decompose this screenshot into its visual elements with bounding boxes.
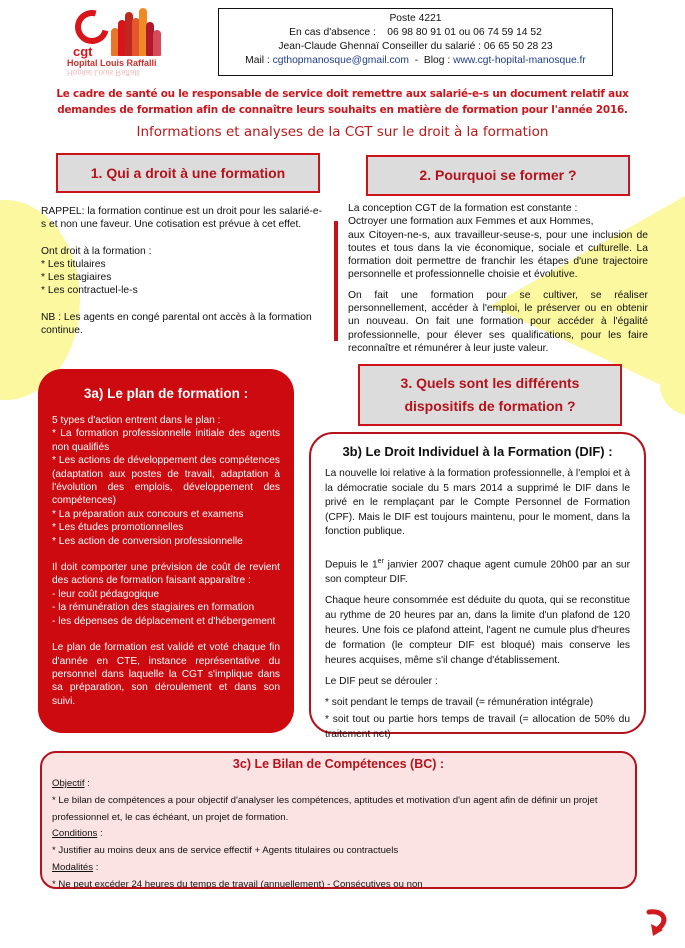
box3b-body xyxy=(325,467,630,742)
modalites-text: * Ne peut excéder 24 heures du temps de travail (annuellement) - Consécutives ou non xyxy=(52,878,423,890)
contact-web xyxy=(219,54,612,68)
box3a-body xyxy=(52,414,280,708)
column-divider xyxy=(334,221,338,341)
box3a-types xyxy=(52,414,280,548)
box3b-p2 xyxy=(325,554,630,587)
contact-separator: - xyxy=(408,55,424,66)
section2-title: 2. Pourquoi se former ? xyxy=(366,155,630,196)
box3b-p4: Le DIF peut se dérouler : xyxy=(325,675,438,687)
mail-link[interactable]: cgthopmanosque@gmail.com xyxy=(272,55,409,66)
box3a-cost-lead: Il doit comporter une prévision de coût de revient des actions de formation faisant apparaître : xyxy=(52,562,280,587)
list-item: * La formation professionnelle initiale des agents non qualifiés xyxy=(52,428,280,453)
conditions-heading xyxy=(52,826,625,843)
conditions-text: * Justifier au moins deux ans de service effectif + Agents titulaires ou contractuels xyxy=(52,845,399,857)
section2-paragraph-1 xyxy=(348,202,648,282)
box3b-p2-post: janvier 2007 chaque agent cumule 20h00 par an sur son compteur DIF. xyxy=(325,558,630,585)
section3-title-line2: dispositifs de formation ? xyxy=(404,398,576,414)
modalites-label: Modalités xyxy=(52,861,94,873)
blog-link[interactable]: www.cgt-hopital-manosque.fr xyxy=(453,55,586,66)
plan-de-formation-box xyxy=(38,369,294,733)
section3-title xyxy=(358,364,622,426)
blog-label: Blog : xyxy=(423,55,454,66)
list-item: - la rémunération des stagiaires en formation xyxy=(52,602,255,614)
section2-paragraph-2: On fait une formation pour se cultiver, se réaliser personnellement, accéder à l'emploi, le préserver ou en obtenir un nouveau. On fait une formation pour accéder à l'égalité professionnelle, pour élever ses qualifications, pour les faire reconnaître et rémunérer à leur juste valeur. xyxy=(348,289,648,354)
list-item: * La préparation aux concours et examens xyxy=(52,508,244,520)
contact-poste: Poste 4221 xyxy=(389,13,442,24)
list-item: * Les stagiaires xyxy=(41,272,112,284)
people-crowd-icon xyxy=(111,8,163,56)
dif-box xyxy=(309,432,646,740)
list-item: - leur coût pédagogique xyxy=(52,588,160,600)
box3a-costs xyxy=(52,561,280,628)
section3-title-line1: 3. Quels sont les différents xyxy=(400,375,580,391)
intro-notice: Le cadre de santé ou le responsable de service doit remettre aux salarié-e-s un document relatif aux demandes de formation afin de connaître leurs souhaits en matière de formation pour l'année 2016. xyxy=(56,88,629,116)
section1-nb: NB : Les agents en congé parental ont accès à la formation continue. xyxy=(41,311,312,337)
section1-list xyxy=(41,245,323,298)
box3b-p2-pre: Depuis le 1 xyxy=(325,558,378,570)
section1-body xyxy=(41,205,323,350)
list-item: * Les action de conversion professionnelle xyxy=(52,535,243,547)
logo-cgt-text: cgt xyxy=(73,44,93,59)
list-item: * Les contractuel-le-s xyxy=(41,285,138,297)
contact-conseiller: Jean-Claude Ghennaï Conseiller du salarié : 06 65 50 28 23 xyxy=(278,41,553,52)
section1-rappel: RAPPEL: la formation continue est un droit pour les salarié-e-s et non une faveur. Une cotisation est prévue à cet effet. xyxy=(41,206,323,231)
list-item: - les dépenses de déplacement et d'hébergement xyxy=(52,615,276,627)
contact-box xyxy=(218,8,613,76)
contact-absence: En cas d'absence : 06 98 80 91 01 ou 06 74 59 14 52 xyxy=(289,27,542,38)
label-suffix: : xyxy=(93,861,99,873)
box3c-title: 3c) Le Bilan de Compétences (BC) : xyxy=(232,757,445,771)
conditions-label: Conditions xyxy=(52,828,98,840)
curved-arrow-icon xyxy=(645,908,671,938)
box3b-p3: Chaque heure consommée est déduite du quota, qui se reconstitue au rythme de 20 heures par an, dans la limite d'un plafond de 120 heures. Une fois ce plafond atteint, l'agent ne cumule plus d'heures de formation (le compteur DIF est bloqué) mais conserve les heures acquises, même s'il change d'établissement. xyxy=(325,594,630,666)
objectif-text: * Le bilan de compétences a pour objectif d'analyser les compétences, aptitudes et motivation d'un agent afin de définir un projet professionnel et, le cas échéant, un projet de formation. xyxy=(52,794,598,823)
list-item: * Les études promotionnelles xyxy=(52,522,184,534)
modalites-heading xyxy=(52,860,625,877)
list-item: * Les titulaires xyxy=(41,258,106,270)
label-suffix: : xyxy=(97,828,103,840)
cgt-logo xyxy=(65,6,175,76)
list-item: * soit pendant le temps de travail (= rémunération intégrale) xyxy=(325,696,594,708)
section1-title: 1. Qui a droit à une formation xyxy=(56,153,320,193)
box3a-lead: 5 types d'action entrent dans le plan : xyxy=(52,415,221,426)
section2-lead: La conception CGT de la formation est constante : xyxy=(348,203,578,214)
section2-body xyxy=(348,202,648,362)
box3a-closing: Le plan de formation est validé et voté chaque fin d'année en CTE, instance représentative du personnel dans laquelle la CGT s'implique dans sa préparation, son déroulement et dans son suivi. xyxy=(52,642,280,707)
mail-label: Mail : xyxy=(245,55,273,66)
logo-hospital-name-reflection: Hopital Louis Raffalli xyxy=(67,68,140,77)
bilan-competences-box xyxy=(40,751,637,889)
list-item: * soit tout ou partie hors temps de travail (= allocation de 50% du traitement net) xyxy=(325,713,630,740)
section2-p1: aux Citoyen-ne-s, aux travailleur-seuse-s, pour une inclusion de toutes et tous dans la vie économique, sociale et culturelle. La formation doit permettre de franchir les étapes d'une trajectoire personnelle et professionnelle choisie et évolutive. xyxy=(348,229,648,281)
box3b-title: 3b) Le Droit Individuel à la Formation (DIF) : xyxy=(342,444,613,459)
objectif-label: Objectif xyxy=(52,778,85,789)
box3b-p1: La nouvelle loi relative à la formation professionnelle, à l'emploi et à la démocratie sociale du 5 mars 2014 a supprimé le DIF dans le privé en le remplaçant par le Compte Personnel de Formation (CPF). Mais le DIF est toujours maintenu, pour le moment, dans la fonction publique. xyxy=(325,468,630,537)
section2-line: Octroyer une formation aux Femmes et aux Hommes, xyxy=(348,216,594,228)
box3c-body xyxy=(52,776,625,894)
label-suffix: : xyxy=(84,778,90,789)
box3a-title: 3a) Le plan de formation : xyxy=(83,386,249,401)
box3b-p2-sup: er xyxy=(377,557,384,565)
logo-hospital-name: Hopital Louis Raffalli xyxy=(67,58,157,68)
list-item: * Les actions de développement des compétences (adaptation aux postes de travail, adaptation à l'évolution des emplois, développement des compétences) xyxy=(52,455,280,507)
document-subtitle: Informations et analyses de la CGT sur le droit à la formation xyxy=(136,124,549,140)
section1-list-intro: Ont droit à la formation : xyxy=(41,245,152,257)
objectif-heading xyxy=(52,776,625,793)
